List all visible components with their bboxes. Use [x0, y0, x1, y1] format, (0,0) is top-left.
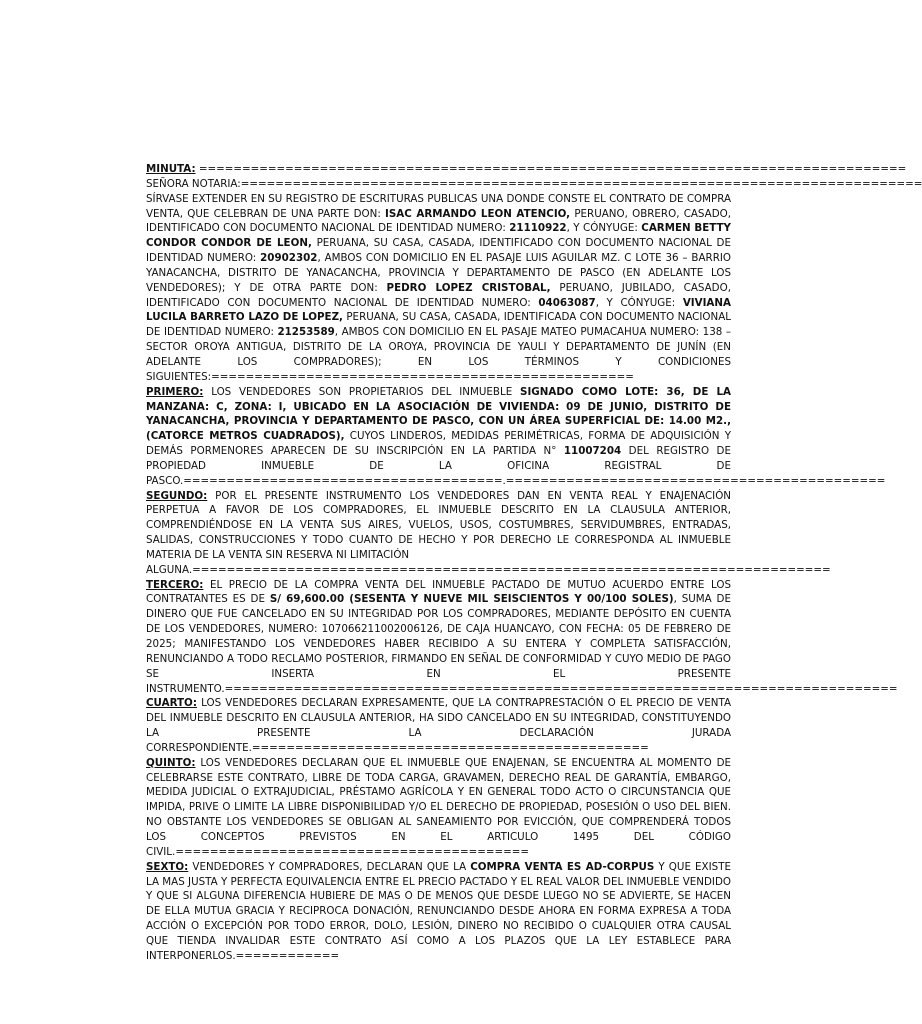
- seller-dni-1: 21110922: [509, 222, 567, 235]
- clause-label: TERCERO:: [146, 578, 204, 591]
- intro-text: , Y CÓNYUGE:: [566, 222, 642, 235]
- ad-corpus-statement: COMPRA VENTA ES AD-CORPUS: [470, 860, 655, 873]
- clause-label: SEGUNDO:: [146, 489, 208, 502]
- seller-name-1: ISAC ARMANDO LEON ATENCIO,: [385, 207, 571, 220]
- clause-text: , SUMA DE DINERO QUE FUE CANCELADO EN SU INTEGRIDAD POR LOS COMPRADORES, MEDIANTE DEPÓSITO EN CUENTA DE LOS VENDEDORES, NUMERO: 107066211002006126, DE CAJA HUANCAYO, CON FECHA: 05 DE FEBRERO DE 2025; MANIFESTANDO LOS VENDEDORES HABER RECIBIDO A SU ENTERA Y COMPLETA SATISFACCIÓN, RENUNCIANDO A TODO RECLAMO POSTERIOR, FIRMANDO EN SEÑAL DE CONFORMIDAD Y CUYO MEDIO DE PAGO SE INSERTA EN EL PRESENTE INSTRUMENTO.==============================================================================: [146, 593, 898, 695]
- buyer-name-1: PEDRO LOPEZ CRISTOBAL,: [386, 281, 551, 294]
- clause-quinto-tail: CIVIL.=========================================: [146, 845, 530, 858]
- clause-text: Y QUE EXISTE LA MAS JUSTA Y PERFECTA EQUIVALENCIA ENTRE EL PRECIO PACTADO Y EL REAL VALOR DEL INMUEBLE VENDIDO Y QUE SI ALGUNA DIFERENCIA HUBIERE DE MAS O DE MENOS QUE DESDE LUEGO NO SE ADVIERTE, SE HACEN DE ELLA MUTUA GRACIA Y RECIPROCA DONACIÓN, RENUNCIANDO DESDE AHORA EN FORMA EXPRESA A TODA ACCIÓN O EXCEPCIÓN POR TODO ERROR, DOLO, LESIÓN, DINERO NO RECIBIDO O CUALQUIER OTRA CAUSAL QUE TIENDA INVALIDAR ESTE CONTRATO ASÍ COMO A LOS PLAZOS QUE LA LEY ESTABLECE PARA INTERPONERLOS.============: [146, 860, 731, 962]
- clause-text: LOS VENDEDORES SON PROPIETARIOS DEL INMUEBLE: [203, 385, 521, 398]
- property-description: SIGNADO COMO LOTE: 36, DE LA MANZANA: C, ZONA: I, UBICADO EN LA ASOCIACIÓN DE VIVIENDA: 09 DE JUNIO, DISTRITO DE YANACANCHA, PROVINCIA Y DEPARTAMENTO DE PASCO, CON UN ÁREA SUPERFICIAL DE: 14.00 M2., (CATORCE METROS CUADRADOS),: [146, 385, 732, 443]
- document-page: [146, 162, 922, 964]
- intro-text: , AMBOS CON DOMICILIO EN EL PASAJE MATEO PUMACAHUA NUMERO: 138 – SECTOR OROYA ANTIGUA, DISTRITO DE LA OROYA, PROVINCIA DE YAULI Y DEPARTAMENTO DE JUNÍN (EN ADELANTE LOS COMPRADORES); EN LOS TÉRMINOS Y CONDICIONES: [146, 326, 731, 368]
- intro-text: PERUANO, JUBILADO, CASADO, IDENTIFICADO CON DOCUMENTO NACIONAL DE IDENTIDAD NUMERO:: [146, 281, 731, 309]
- intro-text: PERUANA, SU CASA, CASADA, IDENTIFICADO CON DOCUMENTO NACIONAL DE IDENTIDAD NUMERO:: [146, 237, 731, 265]
- clause-segundo-tail: ALGUNA.==========================================================================: [146, 563, 831, 576]
- clause-cuarto: [146, 696, 731, 755]
- seller-name-2: CARMEN BETTY CONDOR CONDOR DE LEON,: [146, 222, 731, 250]
- clause-primero: [146, 385, 886, 489]
- clause-text: LOS VENDEDORES DECLARAN EXPRESAMENTE, QUE LA CONTRAPRESTACIÓN O EL PRECIO DE VENTA DEL INMUEBLE DESCRITO EN CLAUSULA ANTERIOR, HA SIDO CANCELADO EN SU INTEGRIDAD, CONSTITUYENDO LA PRESENTE LA DECLARACIÓN JURADA CORRESPONDIENTE.==============================================: [146, 697, 731, 754]
- partida-number: 11007204: [563, 445, 622, 458]
- buyer-dni-2: 21253589: [277, 326, 335, 339]
- clause-label: PRIMERO:: [146, 385, 204, 398]
- minuta-heading: [146, 162, 907, 177]
- clause-text: EL PRECIO DE LA COMPRA VENTA DEL INMUEBLE PACTADO DE MUTUO ACUERDO ENTRE LOS CONTRATANTES ES DE: [146, 578, 731, 606]
- minuta-title: MINUTA:: [146, 163, 196, 175]
- clause-label: CUARTO:: [146, 697, 197, 710]
- clause-label: QUINTO:: [146, 756, 196, 769]
- intro-text: , Y CÓNYUGE:: [595, 296, 683, 309]
- intro-text: SÍRVASE EXTENDER EN SU REGISTRO DE ESCRITURAS PUBLICAS UNA DONDE CONSTE EL CONTRATO DE COMPRA VENTA, QUE CELEBRAN DE UNA PARTE DON:: [146, 192, 731, 220]
- clause-segundo: [146, 489, 731, 563]
- clause-quinto: [146, 756, 731, 845]
- clause-text: DEL REGISTRO DE PROPIEDAD INMUEBLE DE LA OFICINA REGISTRAL DE PASCO.=====================================.============================================: [146, 445, 886, 487]
- intro-text: PERUANO, OBRERO, CASADO, IDENTIFICADO CON DOCUMENTO NACIONAL DE IDENTIDAD NUMERO:: [146, 207, 732, 235]
- seller-dni-2: 20902302: [260, 252, 318, 265]
- clause-label: SEXTO:: [146, 860, 189, 873]
- buyer-name-2: VIVIANA LUCILA BARRETO LAZO DE LOPEZ,: [146, 296, 731, 324]
- intro-text: PERUANA, SU CASA, CASADA, IDENTIFICADA CON DOCUMENTO NACIONAL DE IDENTIDAD NUMERO:: [146, 311, 731, 339]
- minuta-rule: ==================================================================================: [195, 163, 907, 175]
- buyer-dni-1: 04063087: [538, 296, 596, 309]
- notaria-line: SEÑORA NOTARIA:===============================================================================: [146, 177, 922, 190]
- intro-paragraph: [146, 192, 731, 370]
- intro-text: , AMBOS CON DOMICILIO EN EL PASAJE LUIS AGUILAR MZ. C LOTE 36 – BARRIO YANACANCHA, DISTRITO DE YANACANCHA, PROVINCIA Y DEPARTAMENTO DE PASCO (EN ADELANTE LOS VENDEDORES); Y DE OTRA PARTE DON:: [146, 252, 731, 294]
- clause-text: LOS VENDEDORES DECLARAN QUE EL INMUEBLE QUE ENAJENAN, SE ENCUENTRA AL MOMENTO DE CELEBRARSE ESTE CONTRATO, LIBRE DE TODA CARGA, GRAVAMEN, DERECHO REAL DE GARANTÍA, EMBARGO, MEDIDA JUDICIAL O EXTRAJUDICIAL, PRÉSTAMO AGRÍCOLA Y EN GENERAL TODO ACTO O CIRCUNSTANCIA QUE IMPIDA, PRIVE O LIMITE LA LIBRE DISPONIBILIDAD Y/O EL DERECHO DE PROPIEDAD, POSESIÓN O USO DEL BIEN. NO OBSTANTE LOS VENDEDORES SE OBLIGAN AL SANEAMIENTO POR EVICCIÓN, QUE COMPRENDERÁ TODOS LOS CONCEPTOS PREVISTOS EN EL ARTICULO 1495 DEL CÓDIGO: [146, 756, 731, 843]
- price-amount: S/ 69,600.00 (SESENTA Y NUEVE MIL SEISCIENTOS Y 00/100 SOLES): [269, 593, 674, 606]
- clause-sexto: [146, 860, 731, 964]
- clause-tercero: [146, 578, 898, 697]
- intro-tail: SIGUIENTES:=================================================: [146, 370, 634, 383]
- clause-text: POR EL PRESENTE INSTRUMENTO LOS VENDEDORES DAN EN VENTA REAL Y ENAJENACIÓN PERPETUA A FAVOR DE LOS COMPRADORES, EL INMUEBLE DESCRITO EN LA CLAUSULA ANTERIOR, COMPRENDIÉNDOSE EN LA VENTA SUS AIRES, VUELOS, USOS, COSTUMBRES, SERVIDUMBRES, ENTRADAS, SALIDAS, CONSTRUCCIONES Y TODO CUANTO DE HECHO Y POR DERECHO LE CORRESPONDA AL INMUEBLE MATERIA DE LA VENTA SIN RESERVA NI LIMITACIÓN: [146, 489, 731, 561]
- clause-text: CUYOS LINDEROS, MEDIDAS PERIMÉTRICAS, FORMA DE ADQUISICIÓN Y DEMÁS PORMENORES APARECEN DE SU INSCRIPCIÓN EN LA PARTIDA N°: [146, 430, 731, 458]
- clause-text: VENDEDORES Y COMPRADORES, DECLARAN QUE LA: [188, 860, 471, 873]
